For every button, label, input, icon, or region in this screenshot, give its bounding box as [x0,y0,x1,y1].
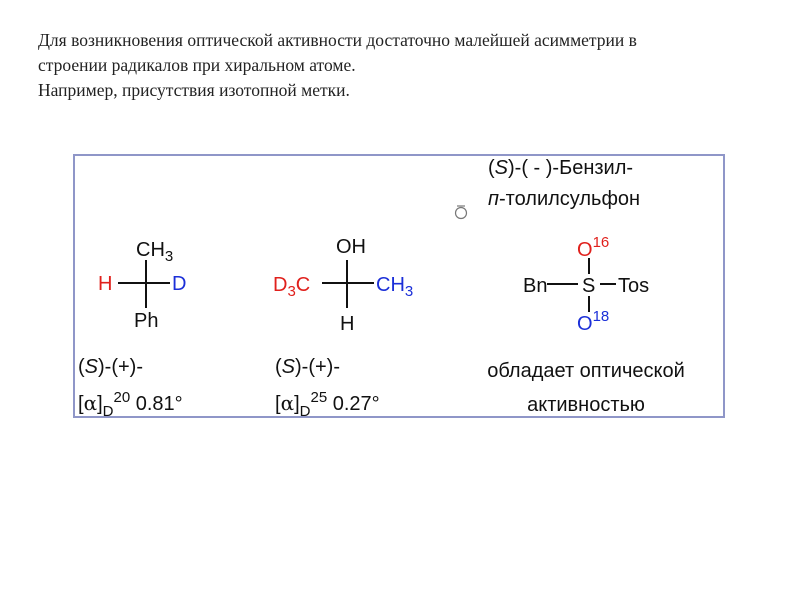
small-ring-icon [456,206,467,219]
mol3-left-group: Bn [523,275,548,297]
mol3-right-group: Tos [618,275,650,297]
mol2-specific-rotation: $[\alpha]_D^{25}$ 0.27° [275,389,380,420]
mol1-specific-rotation: $[\alpha]_D^{20}$ 0.81° [78,389,183,420]
mol1-descriptor: (S)-(+)- [78,356,143,378]
mol1-right-atom: D [172,273,187,295]
mol3-top-oxygen: $O^{16}$ [577,234,610,261]
mol3-note-line-2: активностью [527,394,645,416]
mol2-right-group: $CH_3$ [376,274,414,300]
mol1-left-atom: H [98,273,113,295]
mol3-name-line-2: п-толилсульфон [488,188,641,210]
mol2-left-group: $D_3C$ [273,274,311,300]
mol1-top-group: $CH_3$ [136,239,174,265]
mol3-name-line-1: (S)-( - )-Бензил- [488,157,634,179]
mol3-center-atom: S [582,275,596,297]
intro-line-3: Например, присутствия изотопной метки. [38,80,350,100]
mol2-bottom-atom: H [340,313,355,335]
molecule-1 [78,239,186,420]
molecule-3 [456,157,685,416]
mol1-bottom-group: Ph [134,310,159,332]
mol2-top-group: OH [336,236,366,258]
mol3-bottom-oxygen: $O^{18}$ [577,308,610,335]
mol3-note-line-1: обладает оптической [487,360,685,382]
molecule-2 [273,236,413,420]
intro-line-2: строении радикалов при хиральном атоме. [38,55,356,75]
intro-line-1: Для возникновения оптической активности достаточно малейшей асимметрии в [38,30,637,50]
mol2-descriptor: (S)-(+)- [275,356,340,378]
